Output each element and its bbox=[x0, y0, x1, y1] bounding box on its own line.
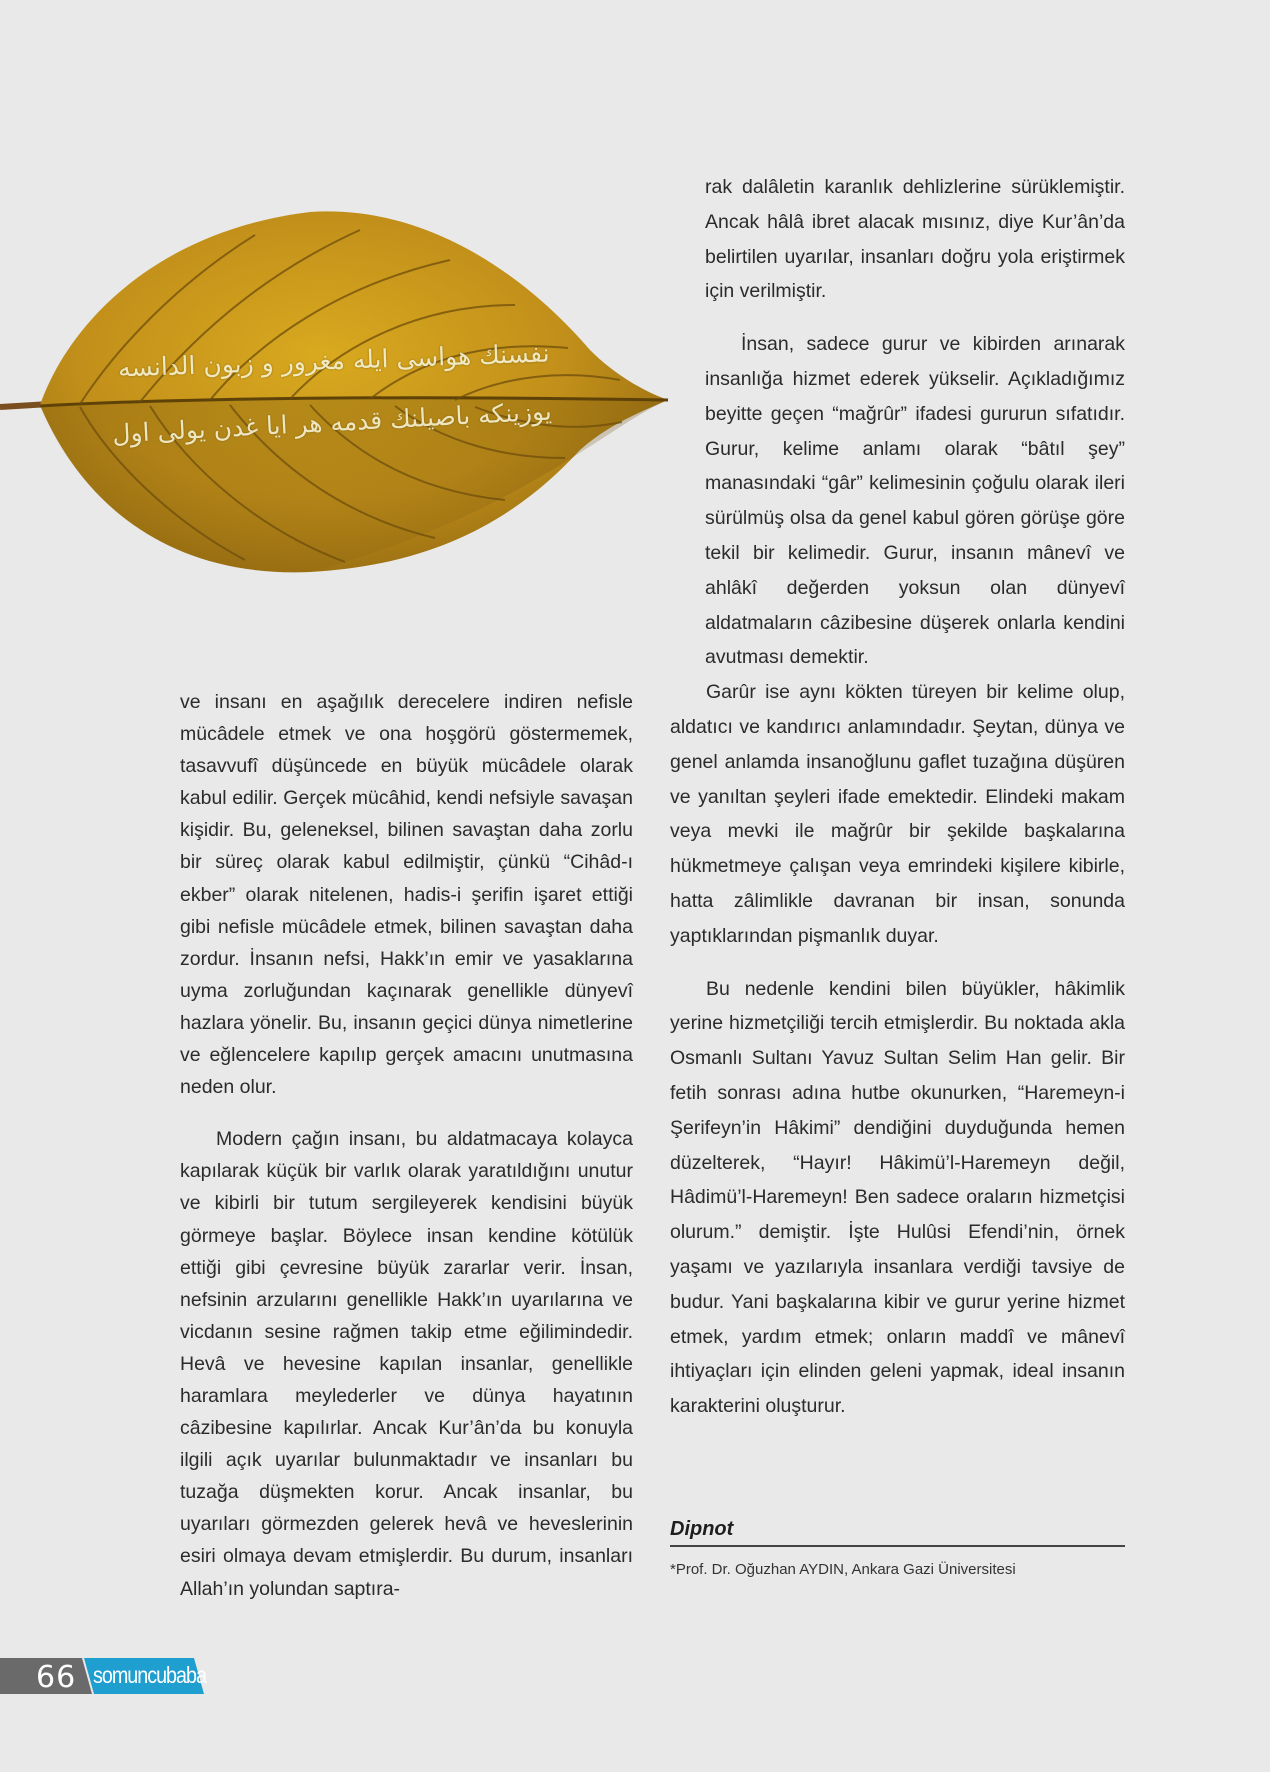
paragraph: Bu nedenle kendini bilen büyükler, hâkimlik yerine hizmetçiliği tercih etmişlerdir. Bu noktada akla Osmanlı Sultanı Yavuz Sultan Selim Han gelir. Bir fetih sonrası adına hutbe okunurken, “Haremeyn-i Şerifeyn’in Hâkimi” dendiğini duyduğunda hemen düzelterek, “Hayır! Hâkimü’l-Haremeyn değil, Hâdimü’l-Haremeyn! Ben sadece oraların hizmetçisi olurum.” demiştir. İşte Hulûsi Efendi’nin, örnek yaşamı ve yazılarıyla insanlara verdiği tavsiye de budur. Yani başkalarına kibir ve gurur yerine hizmet etmek, yardım etmek; onların maddî ve mânevî ihtiyaçları için elinden geleni yapmak, ideal insanın karakterini oluşturur. bbox=[670, 977, 1125, 1418]
paragraph: rak dalâletin karanlık dehlizlerine sürüklemiştir. Ancak hâlâ ibret alacak mısınız, diye Kur’ân’da belirtilen uyarılar, insanları doğru yola eriştirmek için verilmiştir. bbox=[705, 176, 1125, 303]
brand-logo: somuncubaba bbox=[93, 1662, 206, 1688]
right-column bbox=[670, 170, 1125, 1424]
page-footer bbox=[0, 1658, 220, 1694]
paragraph: Modern çağın insanı, bu aldatmacaya kolayca kapılarak küçük bir varlık olarak yaratıldığını unutur ve kibirli bir tutum sergileyerek kendisini büyük görmeye başlar. Böylece insan kendine kötülük ettiği gibi çevresine büyük zararlar verir. İnsan, nefsinin arzularını genellikle Hakk’ın uyarılarına ve vicdanın sesine rağmen takip etme eğilimindedir. Hevâ ve hevesine kapılan insanlar, genellikle haramlara meylederler ve dünya hayatının câzibesine kapılırlar. Ancak Kur’ân’da bu konuyla ilgili açık uyarılar bulunmaktadır ve insanları bu tuzağa düşmekten korur. Ancak insanlar, bu uyarıları görmezden gelerek hevâ ve heveslerinin esiri olmaya devam etmişlerdir. Bu durum, insanları Allah’ın yolundan saptıra- bbox=[180, 1128, 633, 1600]
calligraphy-line-2: يوزينكه باصيلنك قدمه هر ايا غدن يولى اول bbox=[111, 396, 553, 449]
footnotes-title: Dipnot bbox=[670, 1518, 1125, 1547]
paragraph: İnsan, sadece gurur ve kibirden arınarak insanlığa hizmet ederek yükselir. Açıkladığımız beyitte geçen “mağrûr” ifadesi gururun sıfatıdır. Gurur, kelime anlamı olarak “bâtıl şey” manasındaki “gâr” kelimesinin çoğulu olarak ileri sürülmüş olsa da genel kabul gören görüşe göre tekil bir kelimedir. Gurur, insanın mânevî ve ahlâkî değerden yoksun olan dünyevî aldatmaların câzibesine düşerek onlarla kendini avutması demektir. bbox=[705, 333, 1125, 669]
footnote-item: *Prof. Dr. Oğuzhan AYDIN, Ankara Gazi Üniversitesi bbox=[670, 1561, 1016, 1578]
page-number: 66 bbox=[36, 1660, 77, 1695]
leaf-image bbox=[0, 200, 680, 610]
paragraph: Garûr ise aynı kökten türeyen bir kelime olup, aldatıcı ve kandırıcı anlamındadır. Şeytan, dünya ve genel anlamda insanoğlunu gaflet tuzağına düşüren ve yanıltan şeyleri ifade emektedir. Elindeki makam veya mevki ile mağrûr bir şekilde başkalarına hükmetmeye çalışan veya emrindeki kişilere kibirle, hatta zâlimlikle davranan bir insan, sonunda yaptıklarından pişmanlık duyar. bbox=[670, 681, 1125, 947]
leaf-illustration bbox=[0, 200, 680, 610]
calligraphy-line-1: نفسنك هواسى ايله مغرور و زبون الدانسه bbox=[117, 338, 551, 383]
footnotes-section bbox=[670, 1518, 1125, 1578]
paragraph: ve insanı en aşağılık derecelere indiren nefisle mücâdele etmek ve ona hoşgörü göstermemek, tasavvufî düşüncede en büyük mücâdele olarak kabul edilir. Gerçek mücâhid, kendi nefsiyle savaşan kişidir. Bu, geleneksel, bilinen savaştan daha zorlu bir süreç olarak kabul edilmiştir, çünkü “Cihâd-ı ekber” olarak nitelenen, hadis-i şerifin işaret ettiği gibi nefisle mücâdele etmek, bilinen savaştan daha zordur. İnsanın nefsi, Hakk’ın emir ve yasaklarına uyma zorluğundan kaçınarak genellikle dünyevî hazlara yönelir. Bu, insanın geçici dünya nimetlerine ve eğlencelere kapılıp gerçek amacını unutmasına neden olur. bbox=[180, 691, 633, 1099]
left-column bbox=[180, 686, 633, 1605]
